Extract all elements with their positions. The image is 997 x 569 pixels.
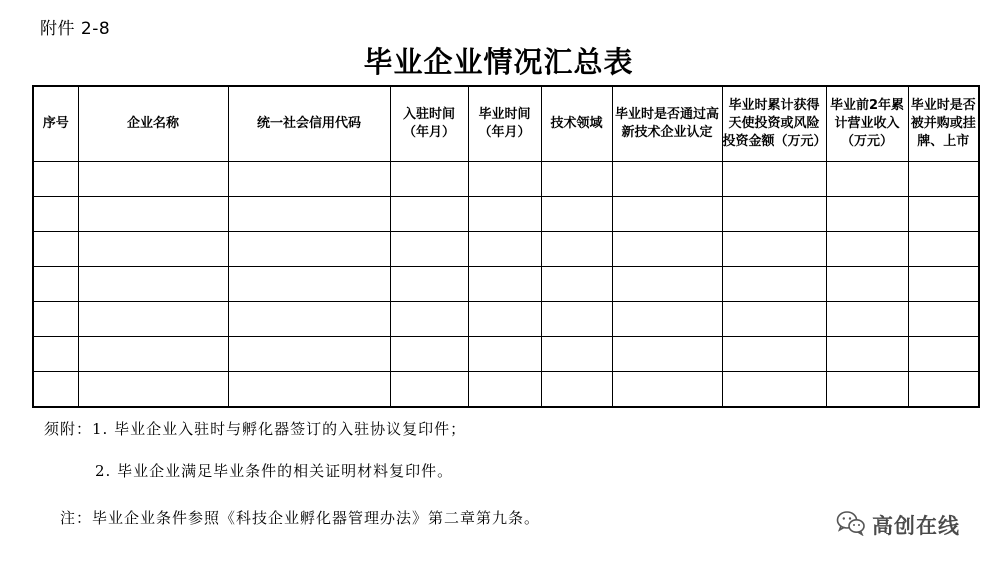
- table-cell: [228, 267, 390, 302]
- table-cell: [612, 232, 722, 267]
- table-cell: [78, 267, 228, 302]
- table-cell: [826, 197, 908, 232]
- table-cell: [612, 267, 722, 302]
- table-row: [33, 232, 979, 267]
- header-acquired-listed: 毕业时是否被并购或挂牌、上市: [908, 86, 979, 162]
- table-cell: [228, 162, 390, 197]
- table-cell: [826, 337, 908, 372]
- watermark-text: 高创在线: [872, 514, 960, 538]
- table-cell: [908, 372, 979, 408]
- table-cell: [908, 337, 979, 372]
- table-row: [33, 337, 979, 372]
- table-cell: [33, 197, 78, 232]
- table-cell: [468, 232, 541, 267]
- table-cell: [468, 372, 541, 408]
- table-cell: [612, 162, 722, 197]
- note-required-attachment-1: 须附：1. 毕业企业入驻时与孵化器签订的入驻协议复印件；: [44, 420, 467, 438]
- table-cell: [722, 232, 826, 267]
- table-cell: [908, 267, 979, 302]
- table-cell: [908, 162, 979, 197]
- table-cell: [78, 232, 228, 267]
- watermark: [836, 510, 960, 540]
- table-cell: [468, 337, 541, 372]
- page-title: 毕业企业情况汇总表: [363, 45, 634, 79]
- table-cell: [33, 337, 78, 372]
- header-entry-date: 入驻时间（年月）: [390, 86, 468, 162]
- table-cell: [390, 197, 468, 232]
- table-cell: [908, 302, 979, 337]
- table-cell: [33, 302, 78, 337]
- header-investment-amount: 毕业时累计获得天使投资或风险投资金额（万元）: [722, 86, 826, 162]
- table-cell: [826, 162, 908, 197]
- table-cell: [390, 232, 468, 267]
- table-cell: [78, 372, 228, 408]
- header-company-name: 企业名称: [78, 86, 228, 162]
- summary-table: [32, 85, 980, 408]
- table-cell: [541, 372, 612, 408]
- table-cell: [541, 302, 612, 337]
- table-cell: [468, 197, 541, 232]
- table-cell: [722, 337, 826, 372]
- header-high-tech-certified: 毕业时是否通过高新技术企业认定: [612, 86, 722, 162]
- table-cell: [541, 337, 612, 372]
- table-cell: [390, 372, 468, 408]
- table-cell: [541, 267, 612, 302]
- table-cell: [228, 372, 390, 408]
- table-cell: [826, 302, 908, 337]
- table-cell: [826, 232, 908, 267]
- attachment-label: 附件 2-8: [40, 19, 111, 39]
- header-credit-code: 统一社会信用代码: [228, 86, 390, 162]
- table-cell: [468, 162, 541, 197]
- table-cell: [722, 372, 826, 408]
- header-tech-field: 技术领域: [541, 86, 612, 162]
- table-cell: [468, 302, 541, 337]
- header-index: 序号: [33, 86, 78, 162]
- table-cell: [908, 232, 979, 267]
- table-row: [33, 197, 979, 232]
- note-reference: 注：毕业企业条件参照《科技企业孵化器管理办法》第二章第九条。: [60, 509, 541, 527]
- table-cell: [541, 197, 612, 232]
- table-cell: [612, 337, 722, 372]
- table-cell: [541, 232, 612, 267]
- table-row: [33, 302, 979, 337]
- table-row: [33, 162, 979, 197]
- note-required-attachment-2: 2. 毕业企业满足毕业条件的相关证明材料复印件。: [95, 462, 454, 480]
- header-graduation-date: 毕业时间（年月）: [468, 86, 541, 162]
- table-cell: [33, 267, 78, 302]
- table-cell: [228, 337, 390, 372]
- table-cell: [78, 337, 228, 372]
- table-cell: [468, 267, 541, 302]
- table-cell: [612, 302, 722, 337]
- table-cell: [612, 372, 722, 408]
- table-cell: [390, 162, 468, 197]
- table-cell: [78, 302, 228, 337]
- table-cell: [541, 162, 612, 197]
- table-cell: [33, 372, 78, 408]
- table-cell: [612, 197, 722, 232]
- table-cell: [390, 267, 468, 302]
- table-cell: [390, 302, 468, 337]
- header-revenue: 毕业前2年累计营业收入（万元）: [826, 86, 908, 162]
- table-cell: [33, 162, 78, 197]
- table-header-row: [33, 86, 979, 162]
- table-cell: [722, 162, 826, 197]
- table-cell: [722, 302, 826, 337]
- table-cell: [78, 162, 228, 197]
- table-cell: [826, 372, 908, 408]
- table-cell: [78, 197, 228, 232]
- table-cell: [33, 232, 78, 267]
- table-cell: [228, 197, 390, 232]
- table-row: [33, 372, 979, 408]
- table-cell: [390, 337, 468, 372]
- table-cell: [908, 197, 979, 232]
- table-cell: [722, 197, 826, 232]
- table-cell: [722, 267, 826, 302]
- table-cell: [228, 232, 390, 267]
- table-row: [33, 267, 979, 302]
- wechat-icon: [836, 510, 866, 540]
- table-cell: [228, 302, 390, 337]
- table-cell: [826, 267, 908, 302]
